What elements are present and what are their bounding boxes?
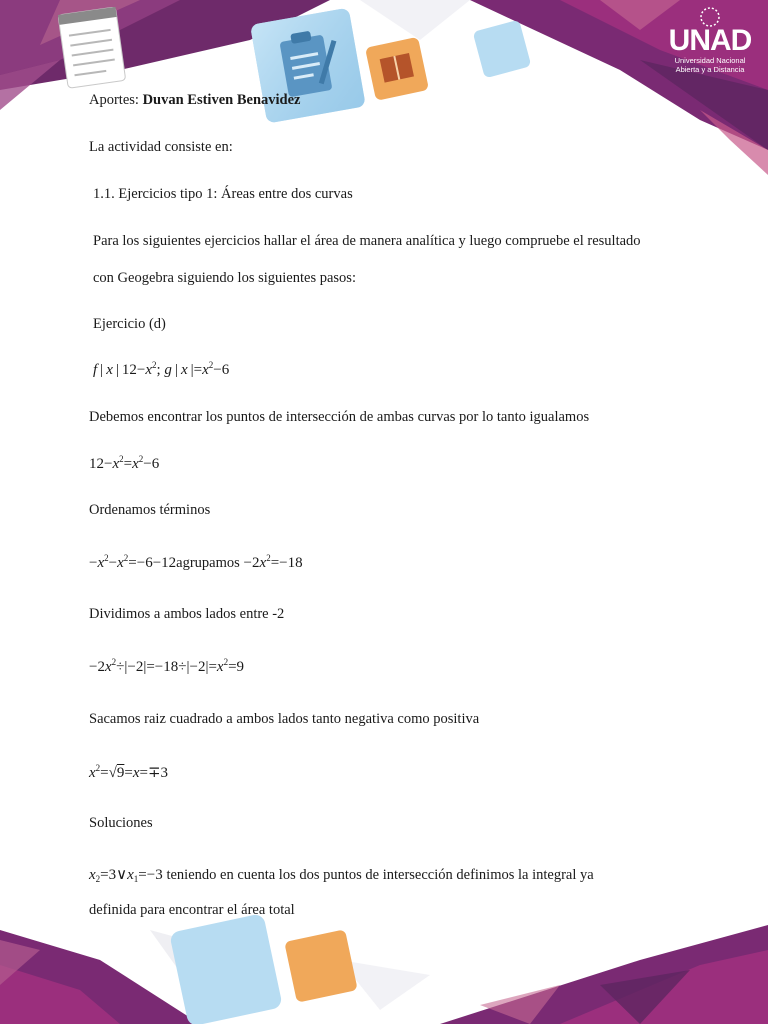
instructions-line-1: Para los siguientes ejercicios hallar el área de manera analítica y luego compruebe el resultado bbox=[93, 233, 641, 249]
logo-word: UNAD bbox=[668, 24, 752, 57]
dividimos-text: Dividimos a ambos lados entre -2 bbox=[89, 606, 285, 622]
unad-logo bbox=[664, 6, 756, 86]
aportes-name: Duvan Estiven Benavidez bbox=[142, 92, 301, 108]
solutions-line: $x_2=3\vee x_1=-3$ teniendo en cuenta los dos puntos de intersección definimos la integral ya bbox=[89, 867, 594, 884]
orange-tile-bottom bbox=[284, 929, 358, 1003]
equation-group: $-x^2-x^2=-6-12agrupamos -2x^2=-18$ bbox=[89, 553, 303, 571]
function-definition: f | x | $12-x^2$; g | x $|=x^2-6$ bbox=[93, 360, 230, 378]
sacamos-text: Sacamos raiz cuadrado a ambos lados tanto negativa como positiva bbox=[89, 711, 480, 727]
equation-divide: $-2x^2\div|-2|=-18\div|-2|=x^2=9$ bbox=[89, 657, 245, 675]
aportes-label: Aportes: bbox=[89, 92, 139, 108]
intersection-text: Debemos encontrar los puntos de intersección de ambas curvas por lo tanto igualamos bbox=[89, 409, 590, 425]
ejercicio-label: Ejercicio (d) bbox=[93, 316, 166, 332]
notepad-icon bbox=[58, 7, 126, 88]
ordenamos-text: Ordenamos términos bbox=[89, 502, 211, 518]
blue-tile-bottom bbox=[169, 913, 283, 1024]
logo-sub-2: Abierta y a Distancia bbox=[675, 65, 745, 74]
solution-text: teniendo en cuenta los dos puntos de intersección definimos la integral ya bbox=[166, 867, 594, 883]
equation-equal: $12-x^2=x^2-6$ bbox=[89, 454, 160, 472]
section-title: 1.1. Ejercicios tipo 1: Áreas entre dos curvas bbox=[93, 186, 353, 202]
aportes-line bbox=[89, 92, 300, 109]
equation-sqrt: $x^2=√9=x=\mp 3$ bbox=[89, 763, 169, 781]
instructions-line-2: con Geogebra siguiendo los siguientes pasos: bbox=[93, 270, 356, 286]
blue-tile-small bbox=[473, 20, 532, 79]
final-text: definida para encontrar el área total bbox=[89, 902, 295, 918]
logo-sub-1: Universidad Nacional bbox=[674, 56, 746, 65]
agrupamos-word: agrupamos bbox=[176, 555, 240, 571]
soluciones-label: Soluciones bbox=[89, 815, 153, 831]
actividad-text: La actividad consiste en: bbox=[89, 139, 233, 155]
book-tile-icon bbox=[365, 37, 429, 101]
